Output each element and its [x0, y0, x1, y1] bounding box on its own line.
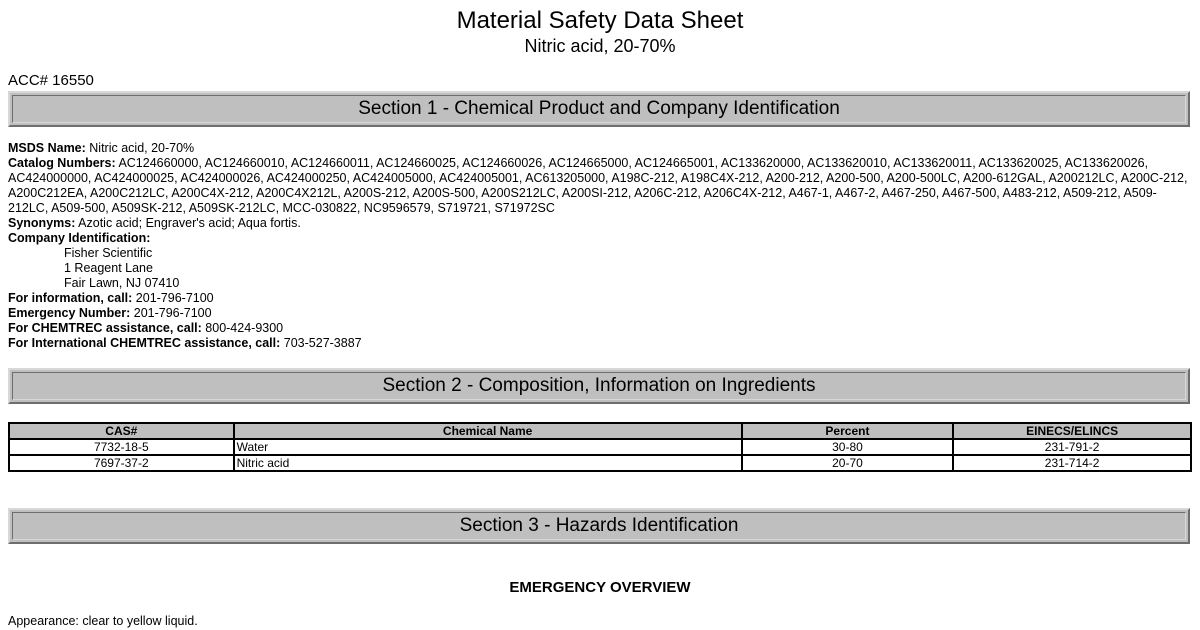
- percent-cell: 20-70: [742, 455, 954, 471]
- company-identification-label: Company Identification:: [8, 231, 151, 245]
- column-header-einecs: EINECS/ELINCS: [953, 423, 1191, 439]
- appearance-text: Appearance: clear to yellow liquid.: [8, 614, 198, 628]
- cas-cell: 7732-18-5: [9, 439, 234, 455]
- einecs-cell: 231-714-2: [953, 455, 1191, 471]
- document-subtitle: Nitric acid, 20-70%: [524, 36, 676, 56]
- chemical-name-cell: Nitric acid: [234, 455, 742, 471]
- information-phone-row: [8, 291, 1192, 306]
- chemtrec-row: [8, 321, 1192, 336]
- company-identification-row: [8, 231, 1192, 246]
- column-header-chemical-name: Chemical Name: [234, 423, 742, 439]
- section-1-header: [8, 91, 1190, 127]
- company-city: Fair Lawn, NJ 07410: [64, 276, 180, 290]
- catalog-numbers-value: AC124660000, AC124660010, AC124660011, AC124660025, AC124660026, AC124665000, AC124665001, AC133620000, AC133620010, AC133620011, AC133620025, AC133620026, AC424000000, AC424000025, AC424000026, AC424000250, AC424005000, AC424005001, AC613205000, A198C-212, A198C4X-212, A200-212, A200-500, A200-500LC, A200-612GAL, A200212LC, A200C-212, A200C212EA, A200C212LC, A200C4X-212, A200C4X212L, A200S-212, A200S-500, A200S212LC, A200SI-212, A206C-212, A206C4X-212, A467-1, A467-2, A467-250, A467-500, A483-212, A509-212, A509-212LC, A509-500, A509SK-212, A509SK-212LC, MCC-030822, NC9596579, S719721, S71972SC: [8, 156, 1188, 215]
- chemtrec-label: For CHEMTREC assistance, call:: [8, 321, 202, 335]
- einecs-cell: 231-791-2: [953, 439, 1191, 455]
- document-title: Material Safety Data Sheet: [456, 7, 744, 34]
- catalog-numbers-row: [8, 156, 1192, 216]
- msds-name-row: [8, 141, 1192, 156]
- intl-chemtrec-row: [8, 336, 1192, 351]
- emergency-number-label: Emergency Number:: [8, 306, 131, 320]
- company-name: Fisher Scientific: [64, 246, 153, 260]
- column-header-cas: CAS#: [9, 423, 234, 439]
- cas-cell: 7697-37-2: [9, 455, 234, 471]
- section-2-title: Section 2 - Composition, Information on Ingredients: [12, 372, 1186, 400]
- acc-number: ACC# 16550: [8, 72, 94, 89]
- table-header-row: [9, 423, 1191, 439]
- chemical-name-cell: Water: [234, 439, 742, 455]
- synonyms-row: [8, 216, 1192, 231]
- synonyms-label: Synonyms:: [8, 216, 76, 230]
- intl-chemtrec-label: For International CHEMTREC assistance, call:: [8, 336, 281, 350]
- table-row: [9, 439, 1191, 455]
- msds-name-label: MSDS Name:: [8, 141, 86, 155]
- emergency-number-value: 201-796-7100: [130, 306, 212, 320]
- table-row: [9, 455, 1191, 471]
- information-phone-value: 201-796-7100: [132, 291, 214, 305]
- catalog-numbers-label: Catalog Numbers:: [8, 156, 116, 170]
- emergency-number-row: [8, 306, 1192, 321]
- intl-chemtrec-value: 703-527-3887: [280, 336, 362, 350]
- percent-cell: 30-80: [742, 439, 954, 455]
- section-2-header: [8, 368, 1190, 404]
- emergency-overview-heading: EMERGENCY OVERVIEW: [509, 579, 691, 596]
- synonyms-value: Azotic acid; Engraver's acid; Aqua fortis.: [75, 216, 301, 230]
- column-header-percent: Percent: [742, 423, 954, 439]
- section-3-header: [8, 508, 1190, 544]
- msds-name-value: Nitric acid, 20-70%: [85, 141, 195, 155]
- information-phone-label: For information, call:: [8, 291, 133, 305]
- composition-table: [8, 422, 1192, 472]
- chemtrec-value: 800-424-9300: [201, 321, 284, 335]
- section-3-title: Section 3 - Hazards Identification: [12, 512, 1186, 540]
- section-1-body: [8, 141, 1192, 351]
- company-street: 1 Reagent Lane: [64, 261, 153, 275]
- section-1-title: Section 1 - Chemical Product and Company Identification: [12, 95, 1186, 123]
